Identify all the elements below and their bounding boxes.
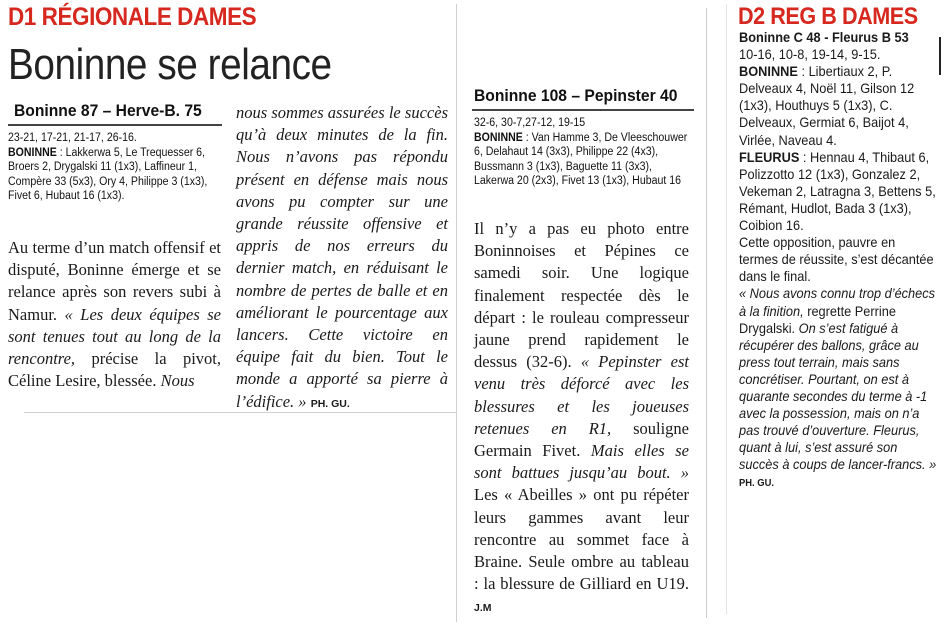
quote-text: Nous bbox=[160, 371, 195, 391]
score-title: Boninne C 48 - Fleurus B 53 bbox=[739, 30, 909, 45]
team-players: : Van Hamme 3, De Vleeschouwer 6, Delahaut 14 (3x3), Philippe 22 (4x3), Bussmann 3 (1x3), Baguette 11 (3x3), Lakerwa 20 (2x3), Fivet 13 (1x3), Hubaut 16 bbox=[474, 131, 688, 187]
set-scores: 23-21, 17-21, 21-17, 26-16. bbox=[8, 132, 137, 144]
quote-text: « Nous avons connu trop d’échecs à la finition, bbox=[739, 286, 936, 319]
box-score bbox=[474, 116, 689, 189]
score-underline bbox=[8, 124, 222, 126]
team-players: : Hennau 4, Thibaut 6, Polizzotto 12 (1x3), Gonzalez 2, Vekeman 2, Latragna 3, Bettens 5, Rémant, Hudlot, Bada 3 (1x3), Coibion 16. bbox=[739, 149, 936, 234]
body-text: Cette opposition, pauvre en termes de réussite, s’est décantée dans le final. bbox=[739, 235, 934, 285]
author-signature: J.M bbox=[474, 602, 492, 615]
team-label: BONINNE bbox=[8, 146, 57, 159]
edge-mark bbox=[939, 37, 941, 75]
quote-text: « Les deux équipes se sont tenues tout au long de la rencontre, bbox=[8, 304, 221, 369]
quote-text: Mais elles se sont battues jusqu’au bout. » bbox=[474, 441, 689, 483]
body-text: Il n’y a pas eu photo entre Boninnoises et Pépines ce samedi soir. Une logique finalement respectée dès le départ : le rouleau compresseur jaune prend rapidement le dessus (32-6). bbox=[474, 219, 689, 372]
box-score bbox=[8, 131, 221, 204]
score-title: Boninne 108 – Pepinster 40 bbox=[474, 86, 678, 105]
body-text: Au terme d’un match offensif et disputé, Boninne émerge et se relance après son revers subi à Namur. bbox=[8, 238, 221, 324]
quote-text: nous sommes assurées le succès qu’à deux minutes de la fin. Nous n’avons pas répondu présent en défense mais nous avons pu compter sur une grande réussite offensive et appris de nos erreurs du dernier match, en réduisant le nombre de pertes de balle et en améliorant le pourcentage aux lancers. Cette victoire en équipe fait du bien. Tout le monde a apporté sa pierre à l’édifice. » bbox=[236, 103, 448, 411]
section-kicker: D1 RÉGIONALE DAMES bbox=[8, 3, 257, 31]
author-signature: PH. GU. bbox=[310, 397, 350, 410]
article-headline: Boninne se relance bbox=[8, 40, 332, 89]
body-text: regrette Perrine Drygalski. bbox=[739, 303, 896, 336]
set-scores: 10-16, 10-8, 19-14, 9-15. bbox=[739, 47, 881, 63]
section-kicker: D2 REG B DAMES bbox=[738, 3, 918, 30]
author-signature: PH. GU. bbox=[739, 478, 775, 490]
score-title: Boninne 87 – Herve-B. 75 bbox=[14, 101, 202, 120]
team-players: : Libertiaux 2, P. Delveaux 4, Noël 11, Gilson 12 (1x3), Houthuys 5 (1x3), C. Delveaux, Germiat 6, Baijot 4, Virlée, Naveau 4. bbox=[739, 64, 915, 148]
article-body bbox=[474, 218, 689, 620]
column-separator bbox=[706, 8, 707, 618]
article-body-col2 bbox=[236, 102, 448, 415]
column-separator bbox=[456, 4, 457, 622]
set-scores: 32-6, 30-7,27-12, 19-15 bbox=[474, 117, 586, 129]
team-label: BONINNE bbox=[739, 64, 798, 80]
body-text: Les « Abeilles » ont pu répéter leurs gammes avant leur rencontre au sommet face à Braine. Seule ombre au tableau : la blessure de Gilliard en U19. bbox=[474, 485, 689, 594]
quote-text: « Pepinster est venu très déforcé avec les blessures et les joueuses retenues en R1, bbox=[474, 352, 689, 438]
quote-text: On s’est fatigué à récupérer des ballons, grâce au press tout terrain, mais sans concrétiser. Pourtant, on est à quarante secondes du terme à -1 avec la possession, mais on n’a pas trouvé d’ouverture. Fleurus, quant à lui, s’est assuré son succès à coups de lancer-francs. » bbox=[739, 320, 937, 473]
body-text: précise la pivot, Céline Lesire, blessée. bbox=[8, 349, 221, 391]
body-text: souligne Germain Fivet. bbox=[474, 418, 689, 461]
team-label: BONINNE bbox=[474, 131, 523, 144]
article-body-col1 bbox=[8, 237, 221, 392]
team-players: : Lakkerwa 5, Le Trequesser 6, Broers 2, Drygalski 11 (1x3), Laffineur 1, Compère 33 (5x3), Ory 4, Philippe 3 (1x3), Fivet 6, Hubaut 16 (1x3). bbox=[8, 146, 208, 202]
article-body bbox=[739, 29, 936, 493]
score-underline bbox=[472, 109, 694, 111]
article-bottom-rule bbox=[24, 412, 456, 413]
column-separator bbox=[726, 4, 727, 614]
team-label: FLEURUS bbox=[739, 149, 800, 165]
